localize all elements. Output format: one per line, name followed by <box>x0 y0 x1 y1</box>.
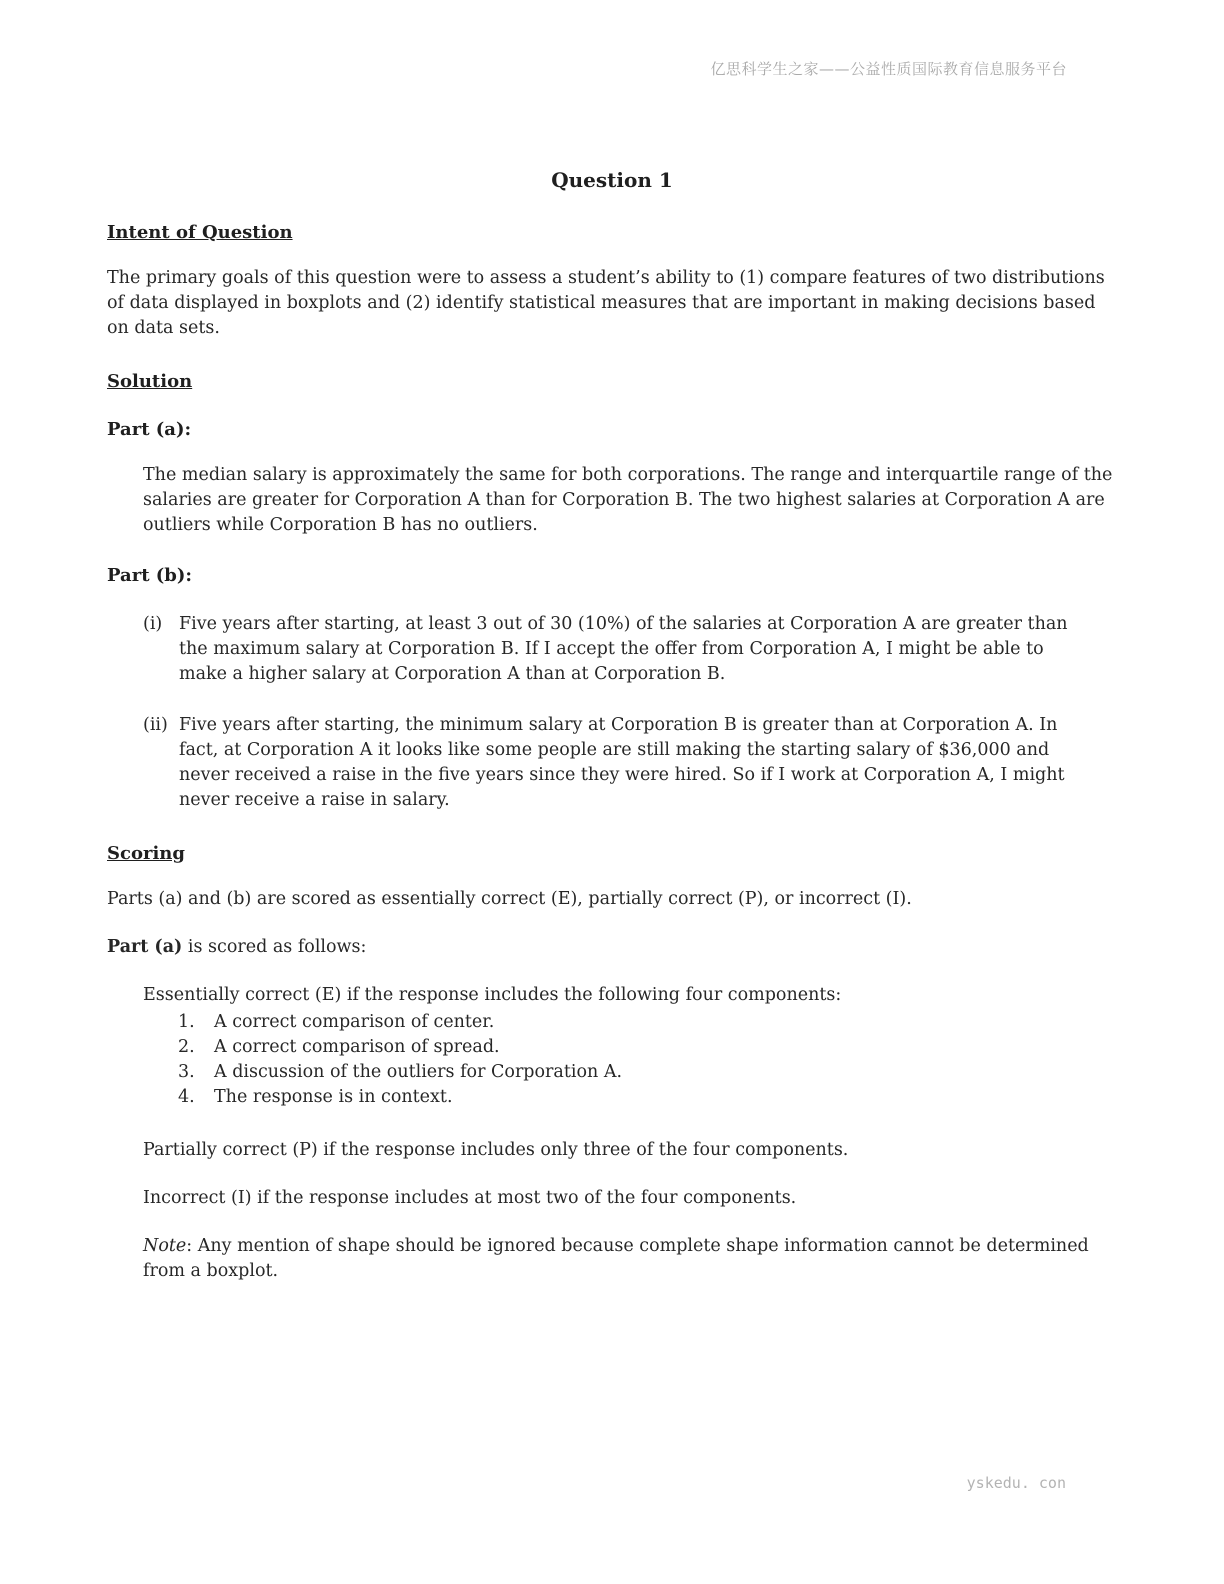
component-item-2 <box>178 1035 1117 1060</box>
note-rest: : Any mention of shape should be ignored because complete shape information cannot be determined from a boxplot. <box>143 1236 1089 1281</box>
note-paragraph <box>143 1234 1117 1284</box>
components-list <box>178 1010 1117 1110</box>
part-a-label: Part (a): <box>107 419 192 440</box>
scoring-intro: Parts (a) and (b) are scored as essentially correct (E), partially correct (P), or incorrect (I). <box>107 889 912 909</box>
essentially-correct-line: Essentially correct (E) if the response includes the following four components: <box>143 985 842 1005</box>
component-item-4-number: 4. <box>178 1087 195 1107</box>
part-b-item-i <box>143 612 1117 687</box>
document-content <box>107 0 1117 1284</box>
component-item-2-text: A correct comparison of spread. <box>214 1037 500 1057</box>
note-label: Note <box>143 1236 187 1256</box>
component-item-2-number: 2. <box>178 1037 195 1057</box>
part-b-item-ii-marker: (ii) <box>143 715 168 735</box>
part-b-item-i-marker: (i) <box>143 614 163 634</box>
heading-scoring: Scoring <box>107 843 185 864</box>
incorrect-line: Incorrect (I) if the response includes at most two of the four components. <box>143 1188 797 1208</box>
part-a-body: The median salary is approximately the same for both corporations. The range and interquartile range of the salaries are greater for Corporation A than for Corporation B. The two highest salaries at Corporation A are outliers while Corporation B has no outliers. <box>143 465 1113 535</box>
site-banner: 亿思科学生之家——公益性质国际教育信息服务平台 <box>710 60 1067 78</box>
component-item-4 <box>178 1085 1117 1110</box>
part-b-item-i-text: Five years after starting, at least 3 out of 30 (10%) of the salaries at Corporation A are greater than the maximum salary at Corporation B. If I accept the offer from Corporation A, I might be able to make a higher salary at Corporation A than at Corporation B. <box>179 614 1068 684</box>
part-b-item-ii <box>143 713 1117 813</box>
scoring-part-a-rest: is scored as follows: <box>182 937 367 957</box>
page-title: Question 1 <box>551 168 673 192</box>
component-item-1-number: 1. <box>178 1012 195 1032</box>
component-item-3 <box>178 1060 1117 1085</box>
component-item-3-number: 3. <box>178 1062 195 1082</box>
part-b-label: Part (b): <box>107 565 193 586</box>
watermark: yskedu. con <box>966 1474 1066 1492</box>
scoring-part-a-bold: Part (a) <box>107 937 183 957</box>
heading-intent-of-question: Intent of Question <box>107 222 293 243</box>
component-item-4-text: The response is in context. <box>214 1087 453 1107</box>
scoring-part-a-line <box>107 935 1117 960</box>
intent-paragraph: The primary goals of this question were to assess a student’s ability to (1) compare features of two distributions of data displayed in boxplots and (2) identify statistical measures that are important in making decisions based on data sets. <box>107 268 1105 338</box>
part-b-item-ii-text: Five years after starting, the minimum salary at Corporation B is greater than at Corporation A. In fact, at Corporation A it looks like some people are still making the starting salary of $36,000 and never received a raise in the five years since they were hired. So if I work at Corporation A, I might never receive a raise in salary. <box>179 715 1065 810</box>
component-item-3-text: A discussion of the outliers for Corporation A. <box>214 1062 623 1082</box>
component-item-1-text: A correct comparison of center. <box>214 1012 495 1032</box>
heading-solution: Solution <box>107 371 193 392</box>
partially-correct-line: Partially correct (P) if the response includes only three of the four components. <box>143 1140 849 1160</box>
component-item-1 <box>178 1010 1117 1035</box>
